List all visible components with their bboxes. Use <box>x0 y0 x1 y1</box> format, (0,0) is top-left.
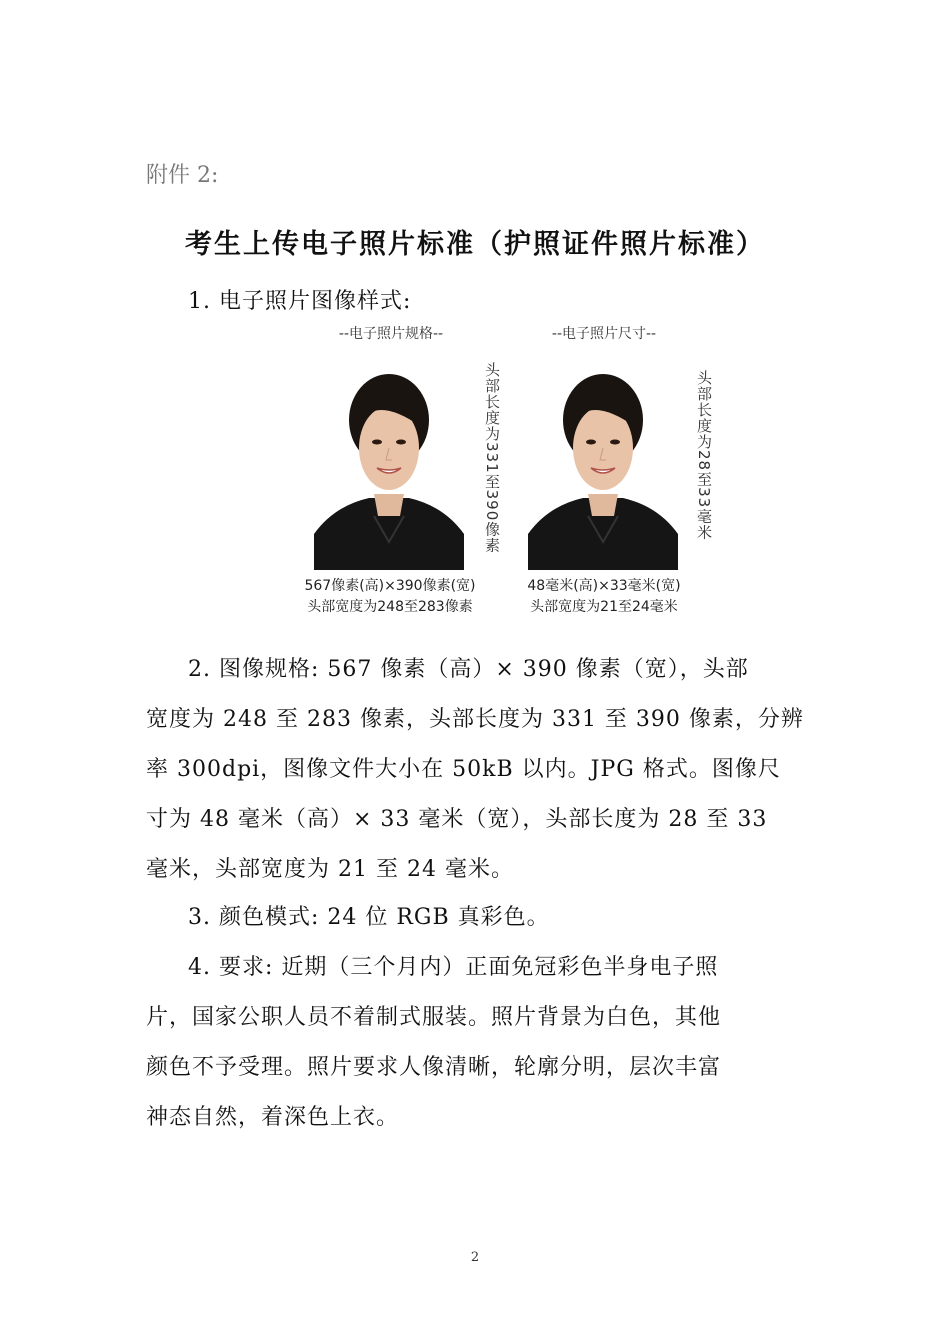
right-head-width: 头部宽度为21至24毫米 <box>530 599 678 615</box>
attachment-label: 附件 2: <box>146 163 219 188</box>
paragraph-line: 毫米，头部宽度为 21 至 24 毫米。 <box>146 857 514 882</box>
paragraph-line: 颜色不予受理。照片要求人像清晰，轮廓分明，层次丰富 <box>146 1055 722 1080</box>
paragraph-line: 片，国家公职人员不着制式服装。照片背景为白色，其他 <box>146 1005 722 1030</box>
page-title: 考生上传电子照片标准（护照证件照片标准） <box>185 229 765 260</box>
paragraph-line: 3. 颜色模式: 24 位 RGB 真彩色。 <box>188 905 550 930</box>
right-sample-photo <box>528 356 678 570</box>
left-head-width: 头部宽度为248至283像素 <box>307 599 473 615</box>
left-sample-photo <box>314 356 464 570</box>
right-mm-size: 48毫米(高)×33毫米(宽) <box>527 578 681 594</box>
left-head-length-label: 头部长度为331至390像素 <box>483 362 501 554</box>
paragraph-line: 神态自然，着深色上衣。 <box>146 1105 400 1130</box>
paragraph-line: 寸为 48 毫米（高）× 33 毫米（宽），头部长度为 28 至 33 <box>146 807 768 832</box>
paragraph-line: 2. 图像规格: 567 像素（高）× 390 像素（宽），头部 <box>188 657 749 682</box>
section-1-heading: 1. 电子照片图像样式: <box>188 289 412 314</box>
paragraph-requirements <box>146 943 808 1143</box>
page-number: 2 <box>470 1250 480 1265</box>
paragraph-image-spec <box>146 645 808 895</box>
left-photo-caption: --电子照片规格-- <box>338 326 444 342</box>
paragraph-color-mode <box>146 893 808 943</box>
paragraph-line: 宽度为 248 至 283 像素，头部长度为 331 至 390 像素，分辨 <box>146 707 804 732</box>
portrait-image-left <box>314 356 464 570</box>
paragraph-line: 4. 要求: 近期（三个月内）正面免冠彩色半身电子照 <box>188 955 719 980</box>
left-pixel-size: 567像素(高)×390像素(宽) <box>304 578 476 594</box>
right-head-length-label: 头部长度为28至33毫米 <box>695 370 713 541</box>
portrait-image-right <box>528 356 678 570</box>
right-photo-specs <box>504 576 704 618</box>
left-photo-specs <box>290 576 490 618</box>
paragraph-line: 率 300dpi，图像文件大小在 50kB 以内。JPG 格式。图像尺 <box>146 757 781 782</box>
right-photo-caption: --电子照片尺寸-- <box>551 326 657 342</box>
